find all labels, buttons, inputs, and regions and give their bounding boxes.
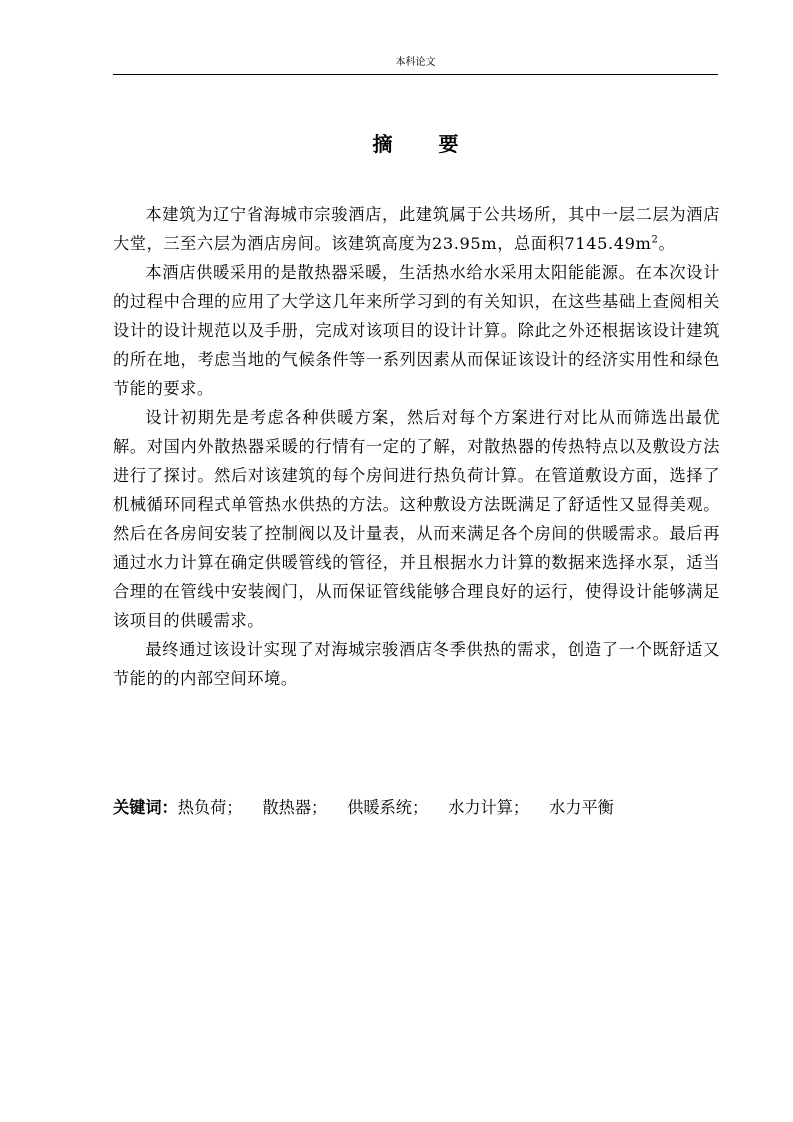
keywords-label: 关键词： (113, 798, 178, 817)
abstract-paragraph-3: 设计初期先是考虑各种供暖方案，然后对每个方案进行对比从而筛选出最优解。对国内外散热器采暖的行情有一定的了解，对散热器的传热特点以及敷设方法进行了探讨。然后对该建筑的每个房间进行热负荷计算。在管道敷设方面，选择了机械循环同程式单管热水供热的方法。这种敷设方法既满足了舒适性又显得美观。然后在各房间安装了控制阀以及计量表，从而来满足各个房间的供暖需求。最后再通过水力计算在确定供暖管线的管径，并且根据水力计算的数据来选择水泵，适当合理的在管线中安装阀门，从而保证管线能够合理良好的运行，使得设计能够满足该项目的供暖需求。 (113, 408, 720, 630)
paragraph-1-text: 本建筑为辽宁省海城市宗骏酒店，此建筑属于公共场所，其中一层二层为酒店大堂，三至六层为酒店房间。该建筑高度为23.95m，总面积7145.49m (113, 205, 720, 253)
page-header (113, 50, 718, 75)
keyword-item: 散热器； (262, 798, 328, 817)
page-title (113, 130, 718, 158)
abstract-paragraph-4: 最终通过该设计实现了对海城宗骏酒店冬季供热的需求，创造了一个既舒适又节能的的内部空间环境。 (113, 640, 720, 688)
keyword-item: 水力平衡 (549, 798, 614, 817)
paragraph-1-end: 。 (658, 234, 676, 253)
abstract-body (113, 200, 720, 693)
abstract-paragraph-1 (113, 200, 720, 258)
keywords-line (113, 794, 614, 822)
keyword-item: 供暖系统； (347, 798, 429, 817)
abstract-paragraph-2: 本酒店供暖采用的是散热器采暖，生活热水给水采用太阳能能源。在本次设计的过程中合理的应用了大学这几年来所学习到的有关知识，在这些基础上查阅相关设计的设计规范以及手册，完成对该项目的设计计算。除此之外还根据该设计建筑的所在地，考虑当地的气候条件等一系列因素从而保证该设计的经济实用性和绿色节能的要求。 (113, 263, 720, 398)
keyword-item: 水力计算； (448, 798, 530, 817)
title-char-1: 摘 (372, 132, 393, 156)
keyword-item: 热负荷； (177, 798, 243, 817)
area-superscript: 2 (651, 234, 659, 246)
title-char-2: 要 (438, 132, 459, 156)
header-text: 本科论文 (395, 57, 436, 68)
